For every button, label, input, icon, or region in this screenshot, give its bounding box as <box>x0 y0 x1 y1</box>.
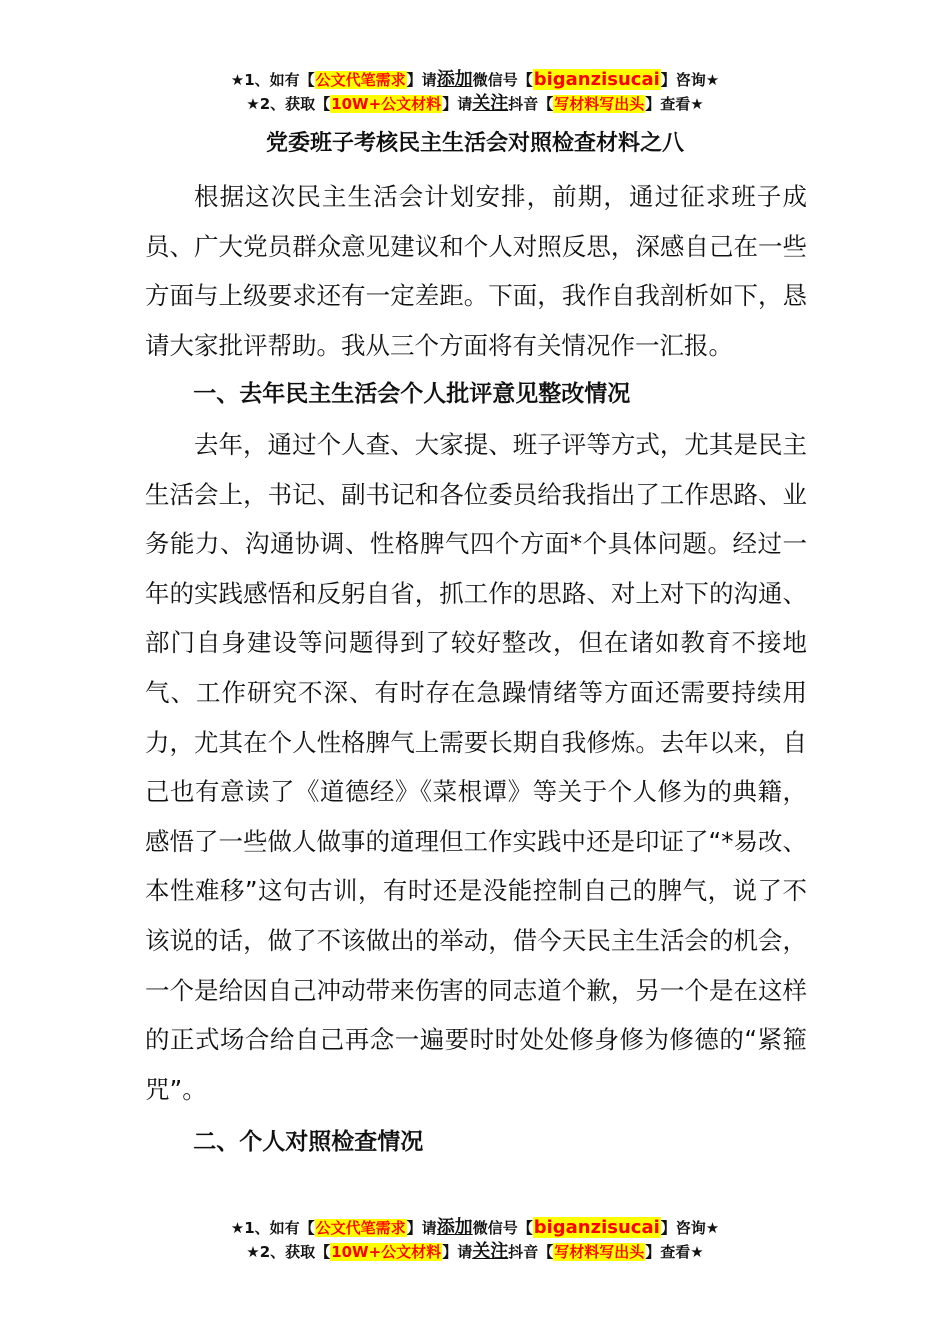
promo-banner-top <box>0 68 950 116</box>
section-1-paragraph: 去年，通过个人查、大家提、班子评等方式，尤其是民主生活会上，书记、副书记和各位委员给我指出了工作思路、业务能力、沟通协调、性格脾气四个方面*个具体问题。经过一年的实践感悟和反躬自省，抓工作的思路、对上对下的沟通、部门自身建设等问题得到了较好整改，但在诸如教育不接地气、工作研究不深、有时存在急躁情绪等方面还需要持续用力，尤其在个人性格脾气上需要长期自我修炼。去年以来，自己也有意读了《道德经》《菜根谭》等关于个人修为的典籍，感悟了一些做人做事的道理但工作实践中还是印证了“*易改、本性难移”这句古训，有时还是没能控制自己的脾气，说了不该说的话，做了不该做出的举动，借今天民主生活会的机会，一个是给因自己冲动带来伤害的同志道个歉，另一个是在这样的正式场合给自己再念一遍要时时处处修身修为修德的“紧箍咒”。 <box>145 429 807 1104</box>
promo-line-1: ★1、如有【公文代笔需求】请添加微信号【biganzisucai】咨询★ <box>230 1217 720 1238</box>
promo-banner-bottom <box>0 1216 950 1264</box>
highlight-writing-service: 公文代笔需求 <box>315 1219 406 1237</box>
promo-line-2: ★2、获取【10W+公文材料】请关注抖音【写材料写出头】查看★ <box>246 93 704 114</box>
promo-line-2: ★2、获取【10W+公文材料】请关注抖音【写材料写出头】查看★ <box>246 1241 704 1262</box>
highlight-materials: 10W+公文材料 <box>331 95 442 113</box>
highlight-douyin-account: 写材料写出头 <box>554 95 645 113</box>
highlight-wechat-id: biganzisucai <box>533 1217 660 1238</box>
intro-paragraph: 根据这次民主生活会计划安排，前期，通过征求班子成员、广大党员群众意见建议和个人对照反思，深感自己在一些方面与上级要求还有一定差距。下面，我作自我剖析如下，恳请大家批评帮助。我从三个方面将有关情况作一汇报。 <box>145 182 807 360</box>
highlight-wechat-id: biganzisucai <box>533 69 660 90</box>
section-1-heading: 一、去年民主生活会个人批评意见整改情况 <box>193 381 631 408</box>
document-title: 党委班子考核民主生活会对照检查材料之八 <box>265 131 684 156</box>
highlight-writing-service: 公文代笔需求 <box>315 71 406 89</box>
promo-line-1: ★1、如有【公文代笔需求】请添加微信号【biganzisucai】咨询★ <box>230 69 720 90</box>
highlight-douyin-account: 写材料写出头 <box>554 1243 645 1261</box>
document-body <box>145 172 807 1168</box>
section-2-heading: 二、个人对照检查情况 <box>193 1129 424 1156</box>
highlight-materials: 10W+公文材料 <box>331 1243 442 1261</box>
